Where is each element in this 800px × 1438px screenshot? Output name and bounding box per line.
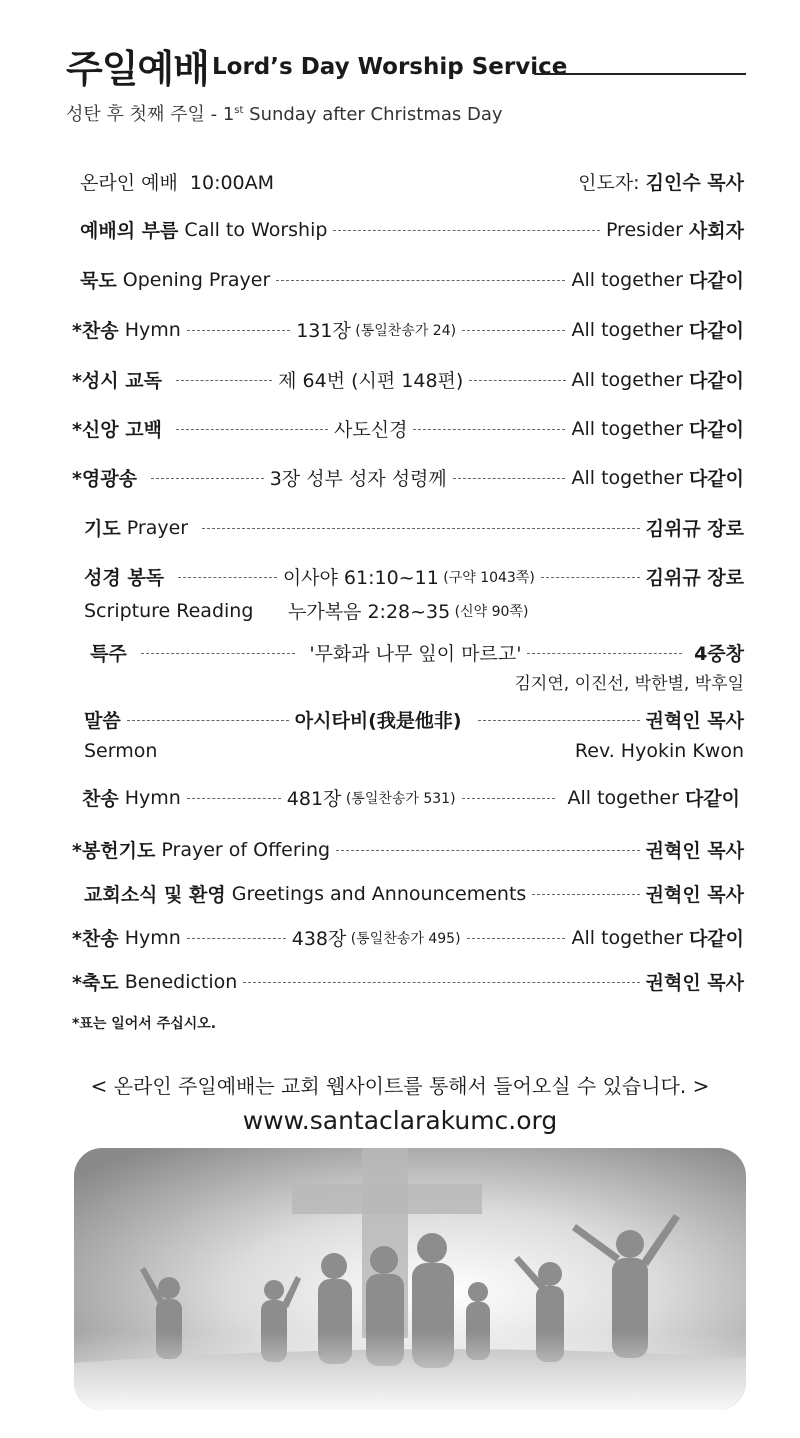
hymn-number: 131장 bbox=[296, 320, 351, 342]
dash-leader bbox=[276, 280, 565, 281]
item-who-ko: 사회자 bbox=[688, 220, 744, 242]
item-label-en: Call to Worship bbox=[178, 218, 328, 241]
dash-leader bbox=[478, 720, 640, 721]
order-gloria bbox=[72, 464, 744, 491]
scripture-nt: 누가복음 2:28~35 bbox=[288, 601, 451, 623]
dash-leader bbox=[462, 330, 565, 331]
item-label-en: Hymn bbox=[118, 318, 181, 341]
item-who-en: All together bbox=[567, 786, 685, 809]
dash-leader bbox=[527, 653, 682, 654]
hymn-unified-number: (통일찬송가 495) bbox=[346, 930, 461, 947]
gloria-hymn: 3장 성부 성자 성령께 bbox=[269, 468, 447, 490]
leader-name: 김인수 목사 bbox=[645, 172, 744, 194]
order-call-to-worship bbox=[80, 216, 744, 243]
item-label-en: Opening Prayer bbox=[116, 268, 271, 291]
order-sermon bbox=[84, 706, 744, 733]
page-title-english: Lord’s Day Worship Service bbox=[212, 54, 568, 80]
dash-leader bbox=[141, 653, 296, 654]
item-who-ko: 김위규 장로 bbox=[645, 518, 744, 540]
item-label-en: Sermon bbox=[84, 740, 158, 762]
item-who-ko: 다같이 bbox=[688, 270, 744, 292]
item-who-en: All together bbox=[571, 268, 689, 291]
leader-label: 인도자: bbox=[578, 172, 646, 194]
special-members-row bbox=[76, 669, 744, 694]
dash-leader bbox=[176, 380, 272, 381]
item-who-ko: 다같이 bbox=[684, 788, 740, 810]
item-label-ko: 예배의 부름 bbox=[80, 220, 179, 242]
item-who-ko: 다같이 bbox=[688, 468, 744, 490]
dash-leader bbox=[336, 850, 640, 851]
item-label-en: Prayer of Offering bbox=[155, 838, 331, 861]
item-who-ko: 4중창 bbox=[694, 643, 745, 665]
order-prayer bbox=[84, 514, 744, 541]
scripture-ot: 이사야 61:10~11 bbox=[282, 567, 439, 589]
item-label-ko: *영광송 bbox=[72, 468, 137, 490]
dash-leader bbox=[187, 798, 281, 799]
item-label-en: Greetings and Announcements bbox=[225, 882, 527, 905]
hymn-number: 438장 bbox=[291, 928, 347, 950]
item-label-ko: 기도 bbox=[84, 518, 121, 540]
item-label-en: Scripture Reading bbox=[84, 599, 254, 622]
dash-leader bbox=[187, 938, 286, 939]
standing-footnote: *표는 일어서 주십시오. bbox=[72, 1016, 217, 1032]
dash-leader bbox=[187, 330, 290, 331]
item-who-en: All together bbox=[571, 417, 689, 440]
item-label-ko: 찬송 bbox=[82, 788, 119, 810]
dash-leader bbox=[151, 478, 264, 479]
item-who-ko: 김위규 장로 bbox=[645, 567, 745, 589]
psalter-reference: 제 64번 (시편 148편) bbox=[278, 370, 464, 392]
item-label-ko: *축도 bbox=[72, 972, 119, 994]
item-label-ko: 교회소식 및 환영 bbox=[84, 884, 226, 906]
item-who-ko: 다같이 bbox=[688, 370, 745, 392]
item-label-en: Benediction bbox=[118, 970, 238, 993]
item-who-ko: 다같이 bbox=[688, 320, 744, 342]
online-notice: < 온라인 주일예배는 교회 웹사이트를 통해서 들어오실 수 있습니다. > bbox=[90, 1074, 710, 1098]
subtitle-english: Sunday after Christmas Day bbox=[243, 104, 503, 125]
page-title-korean: 주일예배 bbox=[66, 47, 209, 91]
item-who-ko: 권혁인 목사 bbox=[645, 840, 744, 862]
special-members: 김지연, 이진선, 박한별, 박후일 bbox=[514, 674, 744, 694]
online-worship-row bbox=[80, 168, 744, 195]
scripture-nt-page: (신약 90쪽) bbox=[450, 603, 529, 620]
item-label-ko: *봉헌기도 bbox=[72, 840, 156, 862]
hymn-unified-number: (통일찬송가 531) bbox=[341, 790, 456, 807]
order-scripture bbox=[84, 563, 744, 590]
dash-leader bbox=[413, 429, 565, 430]
item-label-ko: 묵도 bbox=[80, 270, 117, 292]
dash-leader bbox=[127, 720, 289, 721]
sermon-title: 아시타비(我是他非) bbox=[294, 710, 462, 732]
dash-leader bbox=[243, 982, 639, 983]
dash-leader bbox=[178, 577, 277, 578]
order-hymn-3 bbox=[72, 924, 744, 951]
item-who-en: Presider bbox=[605, 218, 689, 241]
order-sermon-line2 bbox=[84, 740, 744, 762]
dash-leader bbox=[202, 528, 640, 529]
dash-leader bbox=[532, 894, 639, 895]
item-who-ko: 권혁인 목사 bbox=[645, 972, 744, 994]
dash-leader bbox=[453, 478, 566, 479]
hymn-unified-number: (통일찬송가 24) bbox=[350, 322, 457, 339]
dash-leader bbox=[469, 380, 565, 381]
order-creed bbox=[72, 415, 744, 442]
item-label-ko: 성경 봉독 bbox=[84, 567, 165, 589]
item-who-ko: 다같이 bbox=[688, 419, 744, 441]
item-who-en: All together bbox=[571, 318, 689, 341]
item-label-en: Hymn bbox=[118, 926, 181, 949]
dash-leader bbox=[467, 938, 566, 939]
order-announcements bbox=[84, 880, 744, 907]
special-title: '무화과 나무 잎이 마르고' bbox=[309, 643, 522, 665]
item-label-ko: 특주 bbox=[90, 643, 127, 665]
item-label-ko: *성시 교독 bbox=[72, 370, 162, 392]
item-who-en: All together bbox=[571, 368, 689, 391]
item-label-ko: *신앙 고백 bbox=[72, 419, 162, 441]
item-label-en: Prayer bbox=[120, 516, 189, 539]
dash-leader bbox=[462, 798, 556, 799]
item-who-ko: 권혁인 목사 bbox=[645, 710, 744, 732]
item-who-en: All together bbox=[571, 466, 689, 489]
dash-leader bbox=[541, 577, 640, 578]
hymn-number: 481장 bbox=[286, 788, 342, 810]
dash-leader bbox=[176, 429, 328, 430]
item-who-en: Rev. Hyokin Kwon bbox=[574, 740, 744, 762]
item-label-ko: 말씀 bbox=[84, 710, 121, 732]
order-benediction bbox=[72, 968, 744, 995]
order-offering-prayer bbox=[72, 836, 744, 863]
item-who-ko: 다같이 bbox=[688, 928, 744, 950]
subtitle-korean: 성탄 후 첫째 주일 - 1 bbox=[66, 104, 235, 125]
order-hymn-1 bbox=[72, 316, 744, 343]
title-divider bbox=[534, 73, 746, 75]
church-website-link[interactable]: www.santaclarakumc.org bbox=[242, 1106, 558, 1135]
dash-leader bbox=[333, 230, 599, 231]
subtitle-sup: st bbox=[234, 105, 244, 116]
creed-name: 사도신경 bbox=[334, 419, 408, 441]
item-label-ko: *찬송 bbox=[72, 928, 119, 950]
scripture-ot-page: (구약 1043쪽) bbox=[438, 569, 535, 586]
photo-illustration bbox=[74, 1148, 746, 1410]
item-who-ko: 권혁인 목사 bbox=[645, 884, 744, 906]
order-special-music bbox=[90, 639, 744, 666]
item-label-en: Hymn bbox=[118, 786, 181, 809]
order-hymn-2 bbox=[82, 784, 740, 811]
cross-silhouette-photo bbox=[74, 1148, 746, 1410]
order-psalter bbox=[72, 366, 744, 393]
order-scripture-line2 bbox=[84, 597, 744, 624]
item-who-en: All together bbox=[571, 926, 689, 949]
item-label-ko: *찬송 bbox=[72, 320, 119, 342]
online-worship-time: 온라인 예배 10:00AM bbox=[80, 172, 275, 194]
order-opening-prayer bbox=[80, 266, 744, 293]
page-subtitle bbox=[66, 100, 503, 126]
